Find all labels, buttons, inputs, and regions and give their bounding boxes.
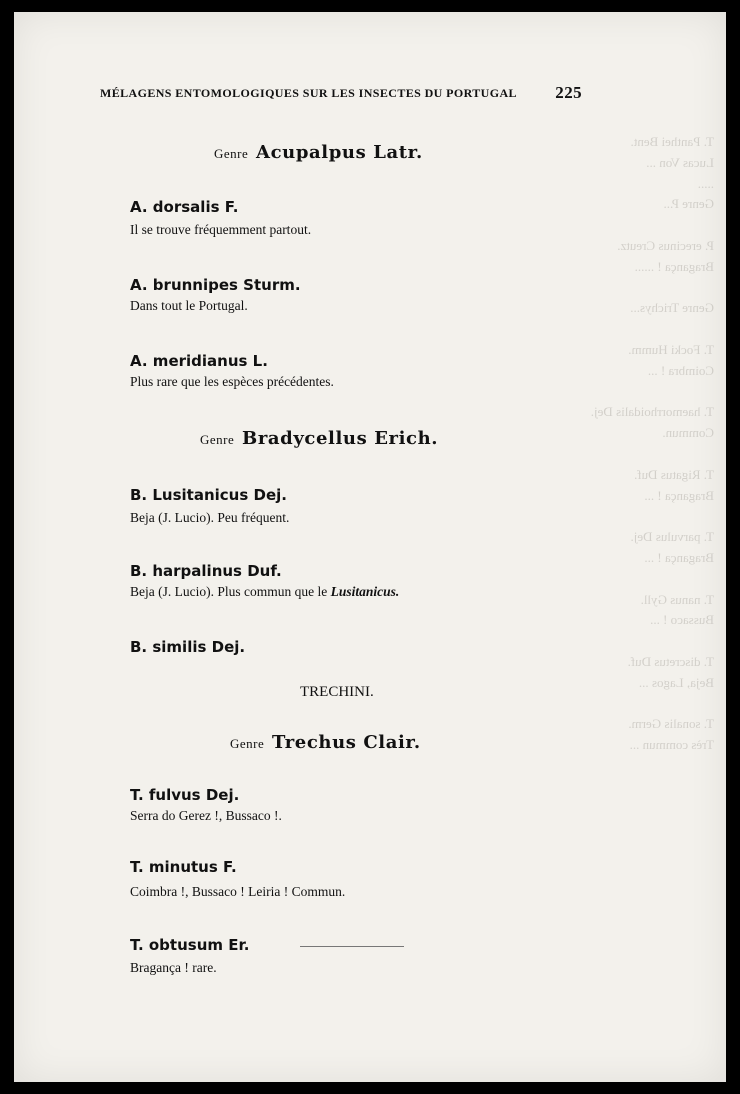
species-name: A. meridianus L. (130, 352, 268, 370)
species-description: Plus rare que les espèces précédentes. (130, 374, 334, 389)
page-number: 225 (555, 83, 582, 102)
species-name: B. similis Dej. (130, 638, 246, 656)
tribe-heading: TRECHINI. (300, 684, 374, 700)
species-description: Bragança ! rare. (130, 960, 217, 975)
species-name: T. fulvus Dej. (130, 786, 240, 804)
genre-name: Bradycellus Erich. (242, 428, 439, 449)
genre-heading-bradycellus (200, 428, 438, 449)
species-description: Coimbra !, Bussaco ! Leiria ! Commun. (130, 884, 346, 899)
bleed-through-text: T. Panthei Bent. Lucas Von ... ..... Genre P... P. erecinus Creutz. Bragança ! ...... Genre Trichys... T. Focki Humm. Coimbra ! ... T. haemorrhoidalis Dej. Commun. T. Rigatus Duf. Bragança ! ... T. parvulus Dej. Bragança ! ... T. nanus Gyll. Bussaco ! ... T. discretus Duf. Beja, Lagos ... T. sonalis Germ. Très commun ... (590, 134, 714, 753)
genre-label: Genre (230, 736, 265, 751)
desc-text: Beja (J. Lucio). Plus commun que le (130, 584, 331, 599)
species-description: Serra do Gerez !, Bussaco !. (130, 808, 282, 823)
species-description: Beja (J. Lucio). Peu fréquent. (130, 510, 290, 525)
species-name: A. dorsalis F. (130, 198, 239, 216)
species-name: A. brunnipes Sturm. (130, 276, 301, 294)
species-name: B. harpalinus Duf. (130, 562, 282, 580)
desc-italic: Lusitanicus. (330, 584, 400, 599)
species-description (130, 584, 399, 600)
genre-heading-trechus (230, 732, 421, 753)
running-title: MÉLAGENS ENTOMOLOGIQUES SUR LES INSECTES DU PORTUGAL (100, 86, 517, 100)
species-description: Dans tout le Portugal. (130, 298, 248, 313)
running-header (100, 83, 582, 102)
genre-name: Acupalpus Latr. (256, 142, 423, 163)
genre-label: Genre (214, 146, 249, 161)
document-page (14, 12, 726, 1082)
section-rule (300, 946, 404, 947)
species-name: T. minutus F. (130, 858, 237, 876)
genre-label: Genre (200, 432, 235, 447)
genre-heading-acupalpus (214, 142, 423, 163)
genre-name: Trechus Clair. (272, 732, 421, 753)
species-name: B. Lusitanicus Dej. (130, 486, 287, 504)
species-name: T. obtusum Er. (130, 936, 250, 954)
species-description: Il se trouve fréquemment partout. (130, 222, 312, 237)
